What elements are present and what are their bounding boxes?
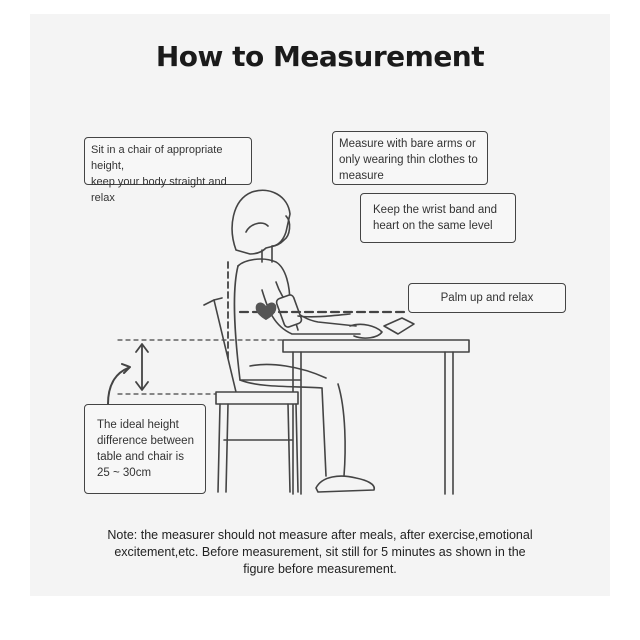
page-title: How to Measurement — [155, 40, 485, 73]
table — [283, 340, 469, 494]
callout-ideal-height: The ideal height difference between table and chair is 25 ~ 30cm — [84, 404, 206, 494]
callout-wrist-heart-level: Keep the wrist band and heart on the same level — [360, 193, 516, 243]
callout-bare-arms: Measure with bare arms or only wearing thin clothes to measure — [332, 131, 488, 185]
measurement-note: Note: the measurer should not measure after meals, after exercise,emotional excitement,etc. Before measurement, sit still for 5 minutes as shown in the figure before measurement. — [107, 528, 533, 576]
callout-palm-up: Palm up and relax — [408, 283, 566, 313]
chair — [204, 298, 298, 492]
callout-sit-straight: Sit in a chair of appropriate height, keep your body straight and relax — [84, 137, 252, 185]
